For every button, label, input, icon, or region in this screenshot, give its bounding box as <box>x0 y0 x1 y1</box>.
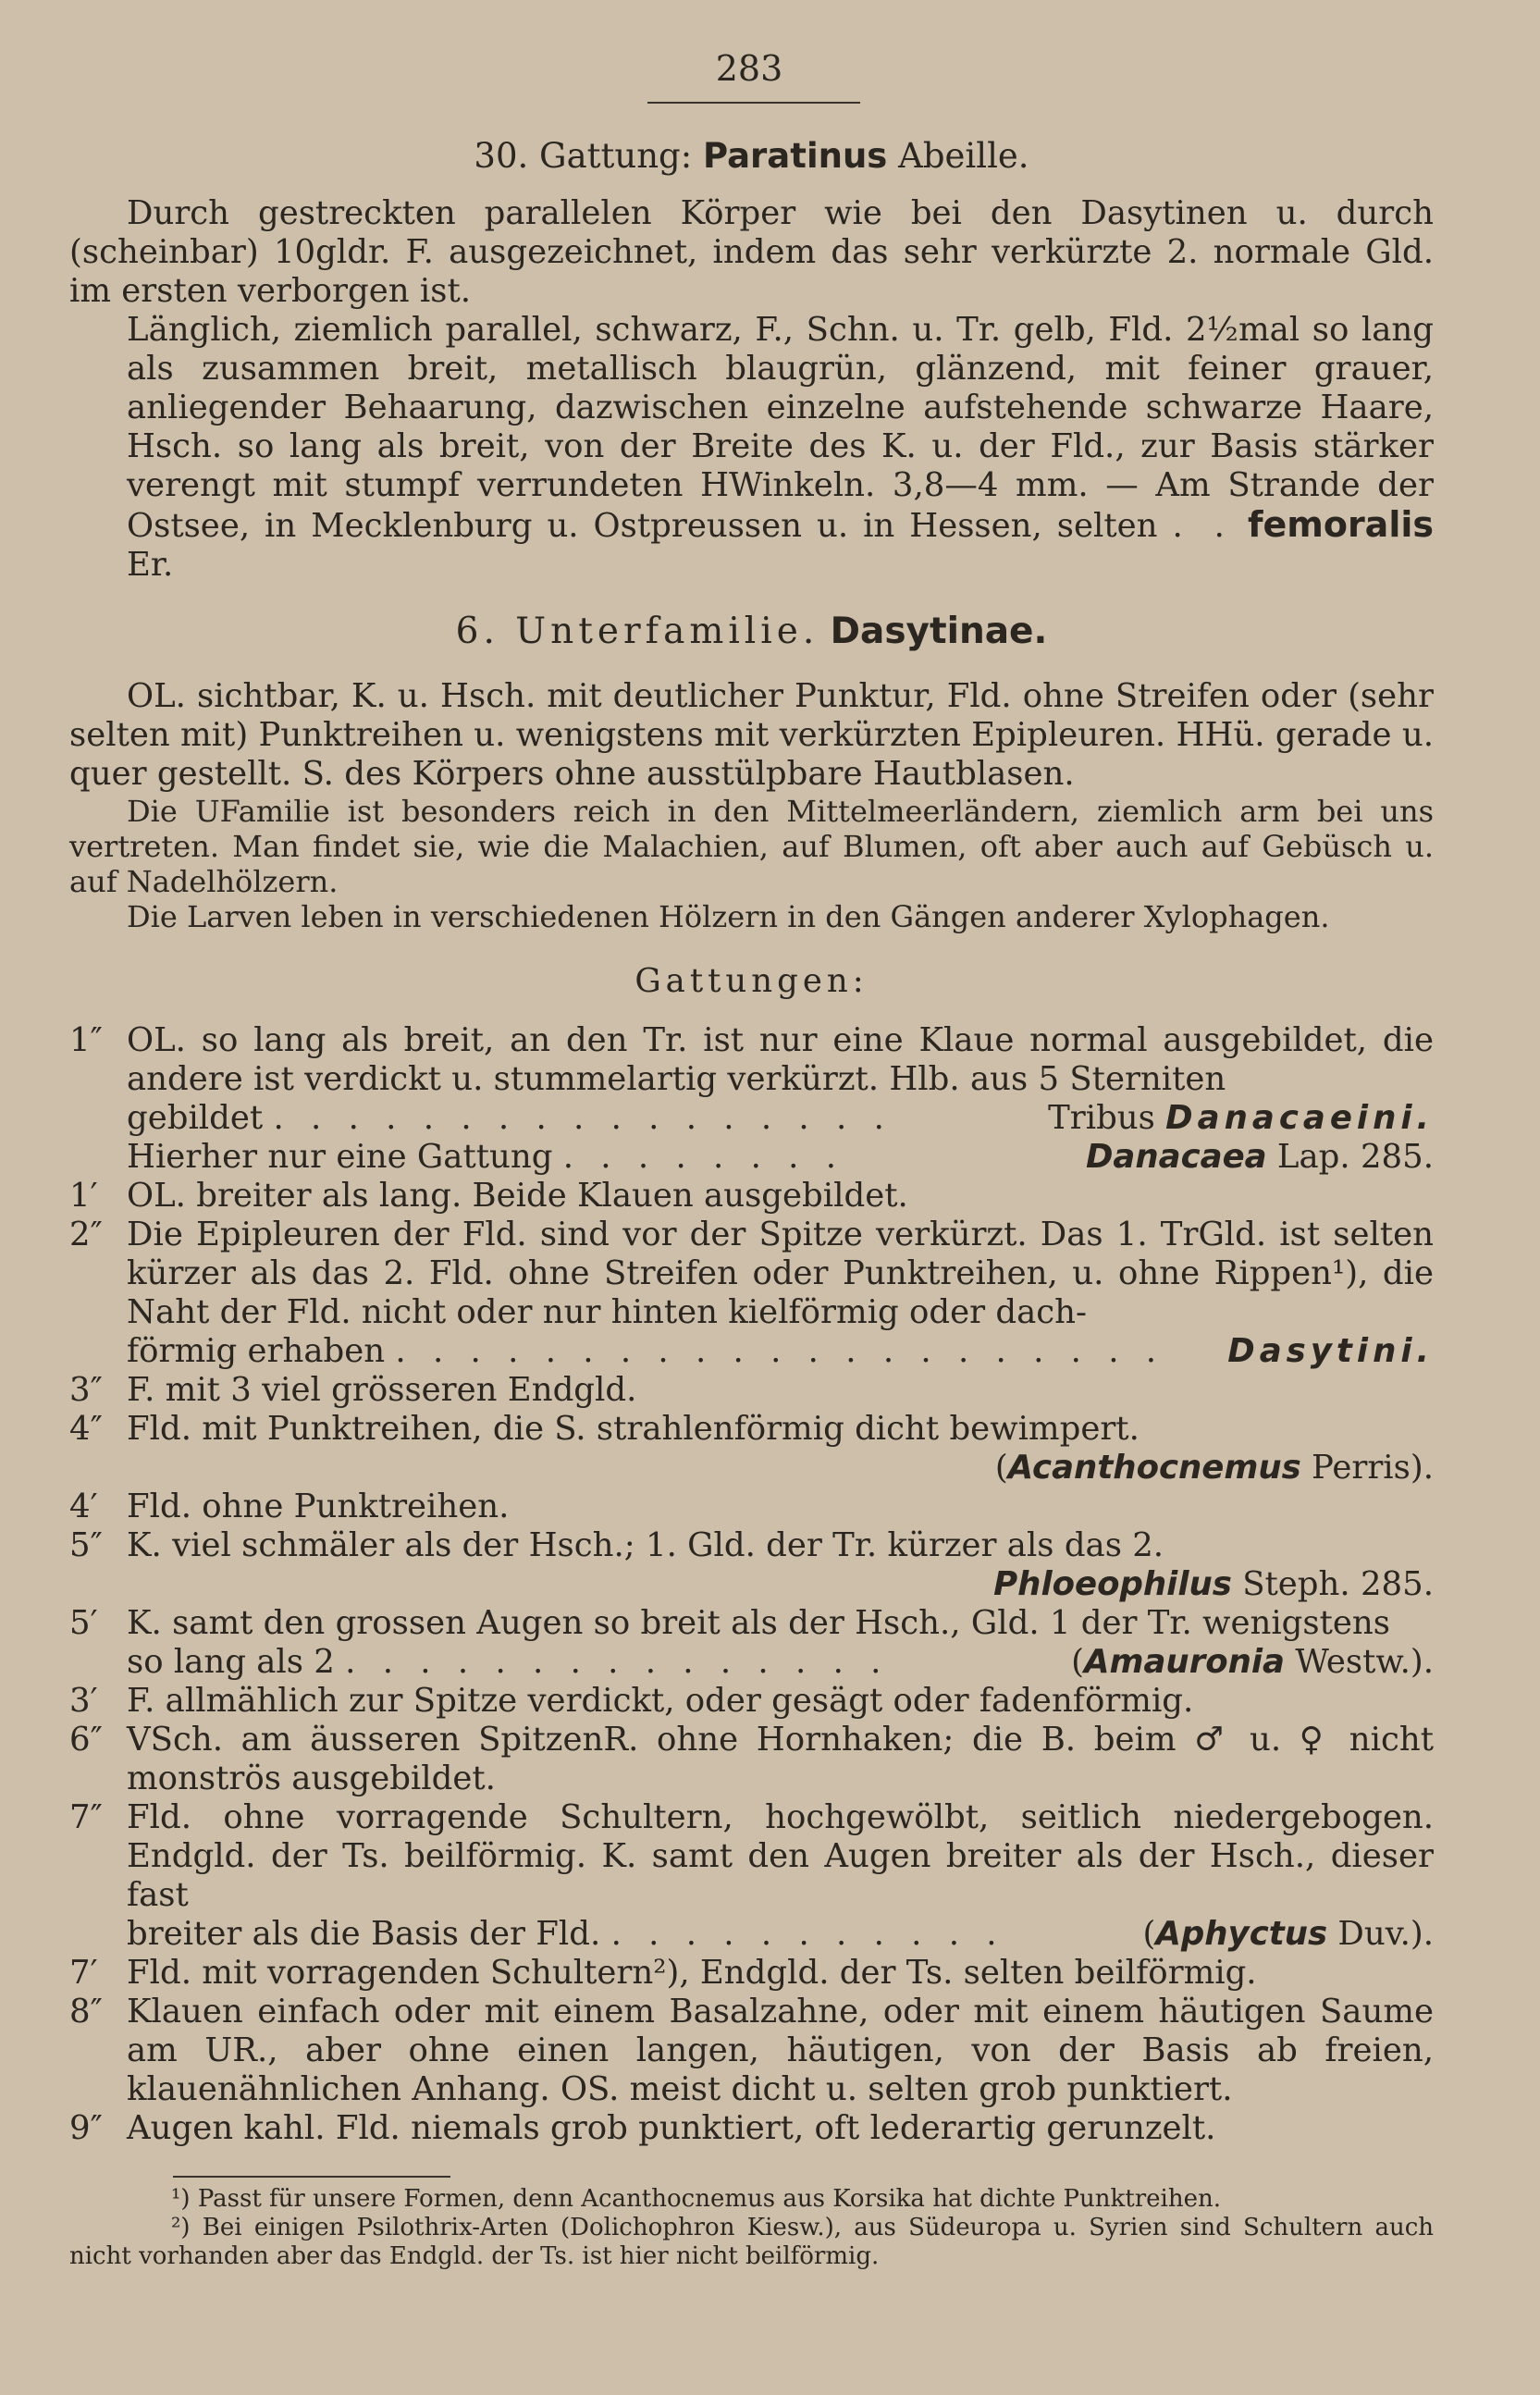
footnote: ¹) Passt für unsere Formen, denn Acanthocnemus aus Korsika hat dichte Punktreihen. <box>171 2185 1221 2213</box>
key-text: breiter als die Basis der Fld. <box>127 1915 601 1953</box>
key-text: Die Epipleuren der Fld. sind vor der Spitze verkürzt. Das 1. TrGld. ist selten kürzer als das 2. Fld. ohne Streifen oder Punktreihen, u. ohne Rippen¹), die Naht der Fld. nicht oder nur hinten kielförmig oder dach- <box>127 1216 1434 1331</box>
species-author: Er. <box>127 546 174 584</box>
key-dots: . . . . . . . . . . . . . . . . . . . . . <box>395 1332 1165 1370</box>
key-dots: . . . . . . . . <box>562 1138 845 1176</box>
key-text: Hierher nur eine Gattung <box>127 1138 553 1176</box>
key-entry <box>69 1332 1434 1371</box>
header-rule <box>647 102 860 104</box>
key-result-taxon: Dasytini. <box>1227 1332 1434 1370</box>
key-entry <box>69 1021 1434 1099</box>
key-text: K. samt den grossen Augen so breit als der Hsch., Gld. 1 der Tr. wenigstens <box>127 1604 1390 1642</box>
genus-author: Abeille. <box>898 136 1029 176</box>
footnote-rule <box>173 2176 450 2178</box>
key-entry <box>69 1915 1434 1954</box>
key-result-author: Westw.). <box>1295 1643 1434 1681</box>
key-result-author: Lap. 285. <box>1276 1138 1434 1176</box>
key-number: 2″ <box>69 1216 103 1253</box>
key-entry <box>69 1993 1434 2109</box>
key-result-prefix: ( <box>994 1449 1008 1487</box>
identification-key <box>69 1021 1434 2148</box>
subfamily-heading <box>69 612 1434 651</box>
key-result-taxon: Acanthocnemus <box>1007 1449 1301 1487</box>
key-dots: . . . . . . . . . . . <box>610 1915 1005 1953</box>
key-number: 1″ <box>69 1021 103 1059</box>
key-entry <box>69 1721 1434 1798</box>
species-description <box>69 311 1434 585</box>
footnotes <box>69 2185 1434 2271</box>
key-entry <box>69 1410 1434 1449</box>
key-text: OL. breiter als lang. Beide Klauen ausgebildet. <box>127 1177 908 1215</box>
key-result-line <box>127 1565 1434 1604</box>
subfamily-note-2: Die Larven leben in verschiedenen Hölzern in den Gängen anderer Xylophagen. <box>127 899 1330 934</box>
key-result-prefix: ( <box>1071 1643 1085 1681</box>
key-text: Fld. mit Punktreihen, die S. strahlenförmig dicht bewimpert. <box>127 1410 1140 1448</box>
key-entry <box>69 1099 1434 1138</box>
key-entry <box>69 2109 1434 2148</box>
key-entry <box>69 1565 1434 1604</box>
key-result-prefix: Tribus <box>1048 1099 1155 1137</box>
key-text: Fld. ohne Punktreihen. <box>127 1488 510 1525</box>
genus-heading <box>69 137 1434 176</box>
key-number: 6″ <box>69 1721 103 1759</box>
key-entry <box>69 1371 1434 1410</box>
subfamily-description: OL. sichtbar, K. u. Hsch. mit deutlicher Punktur, Fld. ohne Streifen oder (sehr selten mit) Punktreihen u. wenigstens mit verkürzten Epipleuren. HHü. gerade u. quer gestellt. S. des Körpers ohne ausstülpbare Hautblasen. <box>69 677 1434 793</box>
key-text: Klauen einfach oder mit einem Basalzahne, oder mit einem häutigen Saume am UR., aber ohne einen langen, häutigen, von der Basis ab freien, klauenähnlichen Anhang. OS. meist dicht u. selten grob punktiert. <box>127 1993 1434 2108</box>
key-number: 4′ <box>69 1488 98 1525</box>
key-text: Fld. mit vorragenden Schultern²), Endgld. der Ts. selten beilförmig. <box>127 1954 1257 1992</box>
page-number: 283 <box>715 48 783 89</box>
species-dots: . . <box>1172 507 1233 545</box>
genus-name: Paratinus <box>702 136 888 176</box>
key-result-taxon: Phloeophilus <box>993 1565 1232 1603</box>
key-text: förmig erhaben <box>127 1332 386 1370</box>
genus-intro: Durch gestreckten parallelen Körper wie bei den Dasytinen u. durch (scheinbar) 10gldr. F. ausgezeichnet, indem das sehr verkürzte 2. normale Gld. im ersten verborgen ist. <box>69 194 1434 310</box>
key-entry <box>69 1488 1434 1526</box>
key-number: 4″ <box>69 1410 103 1448</box>
key-result-line <box>127 1449 1434 1488</box>
key-entry <box>69 1216 1434 1332</box>
key-entry <box>69 1526 1434 1565</box>
key-dots: . . . . . . . . . . . . . . . . . <box>273 1099 893 1137</box>
key-result-taxon: Danacaea <box>1085 1138 1267 1176</box>
key-result-taxon: Amauronia <box>1084 1643 1286 1681</box>
key-entry <box>69 1643 1434 1682</box>
key-line <box>127 1099 1434 1138</box>
key-text: F. allmählich zur Spitze verdickt, oder gesägt oder fadenförmig. <box>127 1682 1194 1720</box>
key-result-taxon: Aphyctus <box>1155 1915 1328 1953</box>
key-entry <box>69 1449 1434 1488</box>
key-entry <box>69 1798 1434 1915</box>
page-content <box>69 137 1434 2271</box>
key-result-taxon: Danacaeini. <box>1165 1099 1434 1137</box>
key-text: K. viel schmäler als der Hsch.; 1. Gld. der Tr. kürzer als das 2. <box>127 1526 1164 1564</box>
key-number: 7″ <box>69 1798 103 1836</box>
subfamily-prefix: 6. Unterfamilie. <box>455 611 819 652</box>
key-text: OL. so lang als breit, an den Tr. ist nur eine Klaue normal ausgebildet, die andere ist verdickt u. stummelartig verkürzt. Hlb. aus 5 Sterniten <box>127 1021 1434 1098</box>
key-line <box>127 1332 1434 1371</box>
key-result-author: Duv.). <box>1337 1915 1434 1953</box>
genus-heading-prefix: 30. Gattung: <box>474 136 693 176</box>
key-text: Fld. ohne vorragende Schultern, hochgewölbt, seitlich niedergebogen. Endgld. der Ts. beilförmig. K. samt den Augen breiter als der Hsch., dieser fast <box>127 1798 1434 1914</box>
key-entry <box>69 1177 1434 1216</box>
key-number: 3′ <box>69 1682 98 1720</box>
key-number: 1′ <box>69 1177 98 1215</box>
key-text: F. mit 3 viel grösseren Endgld. <box>127 1371 637 1409</box>
key-number: 5′ <box>69 1604 98 1642</box>
species-text: Länglich, ziemlich parallel, schwarz, F., Schn. u. Tr. gelb, Fld. 2½mal so lang als zusammen breit, metallisch blaugrün, glänzend, mit feiner grauer, anliegender Behaarung, dazwischen einzelne aufstehende schwarze Haare, Hsch. so lang als breit, von der Breite des K. u. der Fld., zur Basis stärker verengt mit stumpf verrundeten HWinkeln. 3,8—4 mm. — Am Strande der Ostsee, in Mecklenburg u. Ostpreussen u. in Hessen, selten <box>127 311 1434 545</box>
key-number: 3″ <box>69 1371 103 1409</box>
key-entry <box>69 1682 1434 1721</box>
footnote: ²) Bei einigen Psilothrix-Arten (Dolichophron Kiesw.), aus Südeuropa u. Syrien sind Schultern auch nicht vorhanden aber das Endgld. der Ts. ist hier nicht beilförmig. <box>69 2214 1434 2270</box>
key-line <box>127 1138 1434 1177</box>
key-line <box>127 1643 1434 1682</box>
key-entry <box>69 1954 1434 1993</box>
key-number: 8″ <box>69 1993 103 2031</box>
key-text: so lang als 2 <box>127 1643 335 1681</box>
key-text: Augen kahl. Fld. niemals grob punktiert, oft lederartig gerunzelt. <box>127 2109 1216 2147</box>
key-result-prefix: ( <box>1142 1915 1156 1953</box>
key-entry <box>69 1604 1434 1643</box>
key-text: gebildet <box>127 1099 264 1137</box>
key-line <box>127 1915 1434 1954</box>
genera-heading: Gattungen: <box>634 962 869 1000</box>
key-number: 9″ <box>69 2109 103 2147</box>
subfamily-note-1: Die UFamilie ist besonders reich in den Mittelmeerländern, ziemlich arm bei uns vertreten. Man findet sie, wie die Malachien, auf Blumen, oft aber auch auf Gebüsch u. auf Nadelhölzern. <box>69 794 1434 899</box>
key-dots: . . . . . . . . . . . . . . . <box>345 1643 890 1681</box>
key-result-author: Steph. 285. <box>1242 1565 1434 1603</box>
key-number: 5″ <box>69 1526 103 1564</box>
key-result-author: Perris). <box>1312 1449 1434 1487</box>
subfamily-name: Dasytinae. <box>830 611 1048 652</box>
key-text: VSch. am äusseren SpitzenR. ohne Hornhaken; die B. beim ♂ u. ♀ nicht monströs ausgebildet. <box>127 1721 1434 1797</box>
species-name: femoralis <box>1247 504 1434 545</box>
key-number: 7′ <box>69 1954 98 1992</box>
key-entry <box>69 1138 1434 1177</box>
